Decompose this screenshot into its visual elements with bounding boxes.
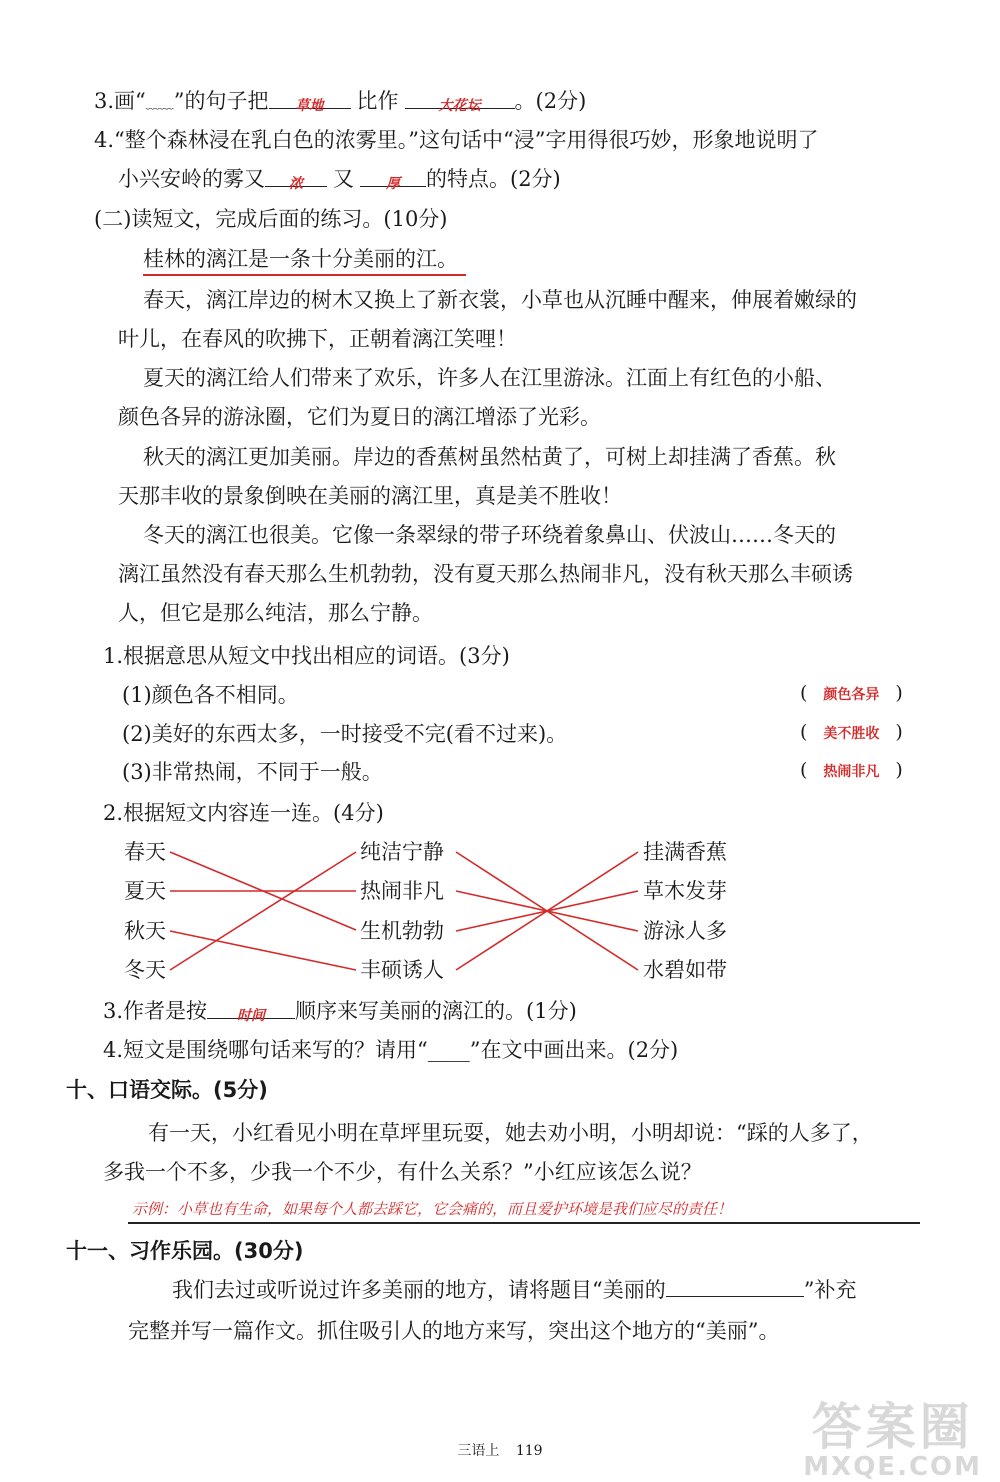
section-10-title: 十、口语交际。(5分) <box>66 1078 268 1102</box>
question-4-line-2 <box>118 164 561 194</box>
exercise-1-title: 1.根据意思从短文中找出相应的词语。(3分) <box>103 644 510 668</box>
s11-suffix: ”补充 <box>803 1278 857 1302</box>
ex3-answer: 时间 <box>237 1008 266 1024</box>
ex3-blank <box>207 996 295 1024</box>
exercise-2-title: 2.根据短文内容连一连。(4分) <box>103 801 384 825</box>
s11-prefix: 我们去过或听说过许多美丽的地方，请将题目“美丽的 <box>172 1278 666 1302</box>
question-3 <box>94 86 586 119</box>
title-blank <box>666 1274 804 1297</box>
ex3-suffix: 顺序来写美丽的漓江的。(1分) <box>295 999 577 1023</box>
close-paren: ) <box>895 759 903 781</box>
passage-p2-line-1: 春天，漓江岸边的树木又换上了新衣裳，小草也从沉睡中醒来，伸展着嫩绿的 <box>143 288 857 312</box>
exercise-3 <box>103 996 577 1026</box>
watermark-text: 答案圈 <box>811 1398 974 1456</box>
col1-winter: 冬天 <box>124 958 166 982</box>
open-paren: ( <box>800 759 808 781</box>
section-10-line-2: 多我一个不多，少我一个不少，有什么关系？”小红应该怎么说？ <box>103 1160 702 1184</box>
passage-p4-line-1: 秋天的漓江更加美丽。岸边的香蕉树虽然枯黄了，可树上却挂满了香蕉。秋 <box>143 445 836 469</box>
close-paren: ) <box>895 721 903 743</box>
col2-lively: 热闹非凡 <box>360 879 444 903</box>
line-autumn-abundant <box>170 931 356 970</box>
q4-blank-2 <box>360 164 426 192</box>
sample-answer-underline <box>128 1222 920 1224</box>
answer-2: 美不胜收 <box>823 726 880 742</box>
col2-abundant: 丰硕诱人 <box>360 958 444 982</box>
exercise-4: 4.短文是围绕哪句话来写的？请用“____”在文中画出来。(2分) <box>103 1038 679 1062</box>
passage-p5-line-1: 冬天的漓江也很美。它像一条翠绿的带子环绕着象鼻山、伏波山……冬天的 <box>143 523 836 547</box>
passage-p3-line-2: 颜色各异的游泳圈，它们为夏日的漓江增添了光彩。 <box>118 405 601 429</box>
section-11-line-2: 完整并写一篇作文。抓住吸引人的地方来写，突出这个地方的“美丽”。 <box>128 1319 780 1343</box>
page-number: 119 <box>515 1443 543 1459</box>
col3-bananas: 挂满香蕉 <box>643 840 727 864</box>
col2-vibrant: 生机勃勃 <box>360 919 444 943</box>
col1-spring: 春天 <box>124 840 166 864</box>
q3-prefix: 3.画“ <box>94 89 146 113</box>
q3-blank-2 <box>405 86 515 114</box>
ex3-prefix: 3.作者是按 <box>103 999 208 1023</box>
book-label: 三语上 <box>457 1443 500 1459</box>
passage-p5-line-2: 漓江虽然没有春天那么生机勃勃，没有夏天那么热闹非凡，没有秋天那么丰硕诱 <box>118 562 853 586</box>
q4-between: 又 <box>333 167 354 191</box>
line-winter-pure <box>170 852 356 970</box>
q4-answer-2: 厚 <box>386 176 400 192</box>
open-paren: ( <box>800 682 808 704</box>
q4-suffix: 的特点。(2分) <box>426 167 561 191</box>
open-paren: ( <box>800 721 808 743</box>
section-11-line-1 <box>172 1274 856 1305</box>
q3-between: 比作 <box>356 89 399 113</box>
line-vibrant-sprouting <box>456 891 638 931</box>
col2-pure-quiet: 纯洁宁静 <box>360 840 444 864</box>
watermark-url: MXQE.COM <box>803 1452 982 1482</box>
passage-p2-line-2: 叶儿，在春风的吹拂下，正朝着漓江笑哩！ <box>118 327 517 351</box>
passage-p4-line-2: 天那丰收的景象倒映在美丽的漓江里，真是美不胜收！ <box>118 484 622 508</box>
close-paren: ) <box>895 682 903 704</box>
exercise-1-answer-2 <box>800 717 903 749</box>
passage-p3-line-1: 夏天的漓江给人们带来了欢乐，许多人在江里游泳。江面上有红色的小船、 <box>143 366 836 390</box>
question-4-line-1: 4.“整个森林浸在乳白色的浓雾里。”这句话中“浸”字用得很巧妙，形象地说明了 <box>94 128 819 152</box>
col3-swimmers: 游泳人多 <box>643 919 727 943</box>
col1-autumn: 秋天 <box>124 919 166 943</box>
section-2-title: (二)读短文，完成后面的练习。(10分) <box>94 207 448 231</box>
wavy-underline-mark: ﹏﹏ <box>145 96 174 112</box>
sample-answer: 示例：小草也有生命，如果每个人都去踩它，它会痛的，而且爱护环境是我们应尽的责任！ <box>132 1200 733 1218</box>
passage-topic-sentence: 桂林的漓江是一条十分美丽的江。 <box>143 244 466 276</box>
line-abundant-bananas <box>456 852 638 970</box>
line-lively-swimmers <box>456 891 638 931</box>
q3-suffix: 。(2分) <box>514 89 587 113</box>
section-11-title: 十一、习作乐园。(30分) <box>66 1239 304 1263</box>
line-pure-green <box>456 852 638 970</box>
section-10-line-1: 有一天，小红看见小明在草坪里玩耍，她去劝小明，小明却说：“踩的人多了， <box>148 1121 873 1145</box>
col1-summer: 夏天 <box>124 879 166 903</box>
q3-middle: ”的句子把 <box>173 89 269 113</box>
exercise-1-answer-3 <box>800 755 903 787</box>
exercise-1-item-3: (3)非常热闹，不同于一般。 <box>122 760 383 784</box>
exercise-1-answer-1 <box>800 678 903 710</box>
q3-answer-2: 大花坛 <box>438 98 481 114</box>
answer-1: 颜色各异 <box>823 687 880 703</box>
q3-answer-1: 草地 <box>295 98 324 114</box>
exercise-1-item-1: (1)颜色各不相同。 <box>122 683 299 707</box>
line-spring-vibrant <box>170 852 356 930</box>
col3-green-ribbon: 水碧如带 <box>643 958 727 982</box>
exercise-1-item-2: (2)美好的东西太多，一时接受不完(看不过来)。 <box>122 722 568 746</box>
q4-blank-1 <box>265 164 327 192</box>
col3-sprouting: 草木发芽 <box>643 879 727 903</box>
answer-3: 热闹非凡 <box>823 764 880 780</box>
watermark-logo <box>803 1400 982 1480</box>
q4-answer-1: 浓 <box>289 176 303 192</box>
q4-prefix: 小兴安岭的雾又 <box>118 167 265 191</box>
passage-p5-line-3: 人，但它是那么纯洁，那么宁静。 <box>118 601 433 625</box>
q3-blank-1 <box>269 86 351 114</box>
